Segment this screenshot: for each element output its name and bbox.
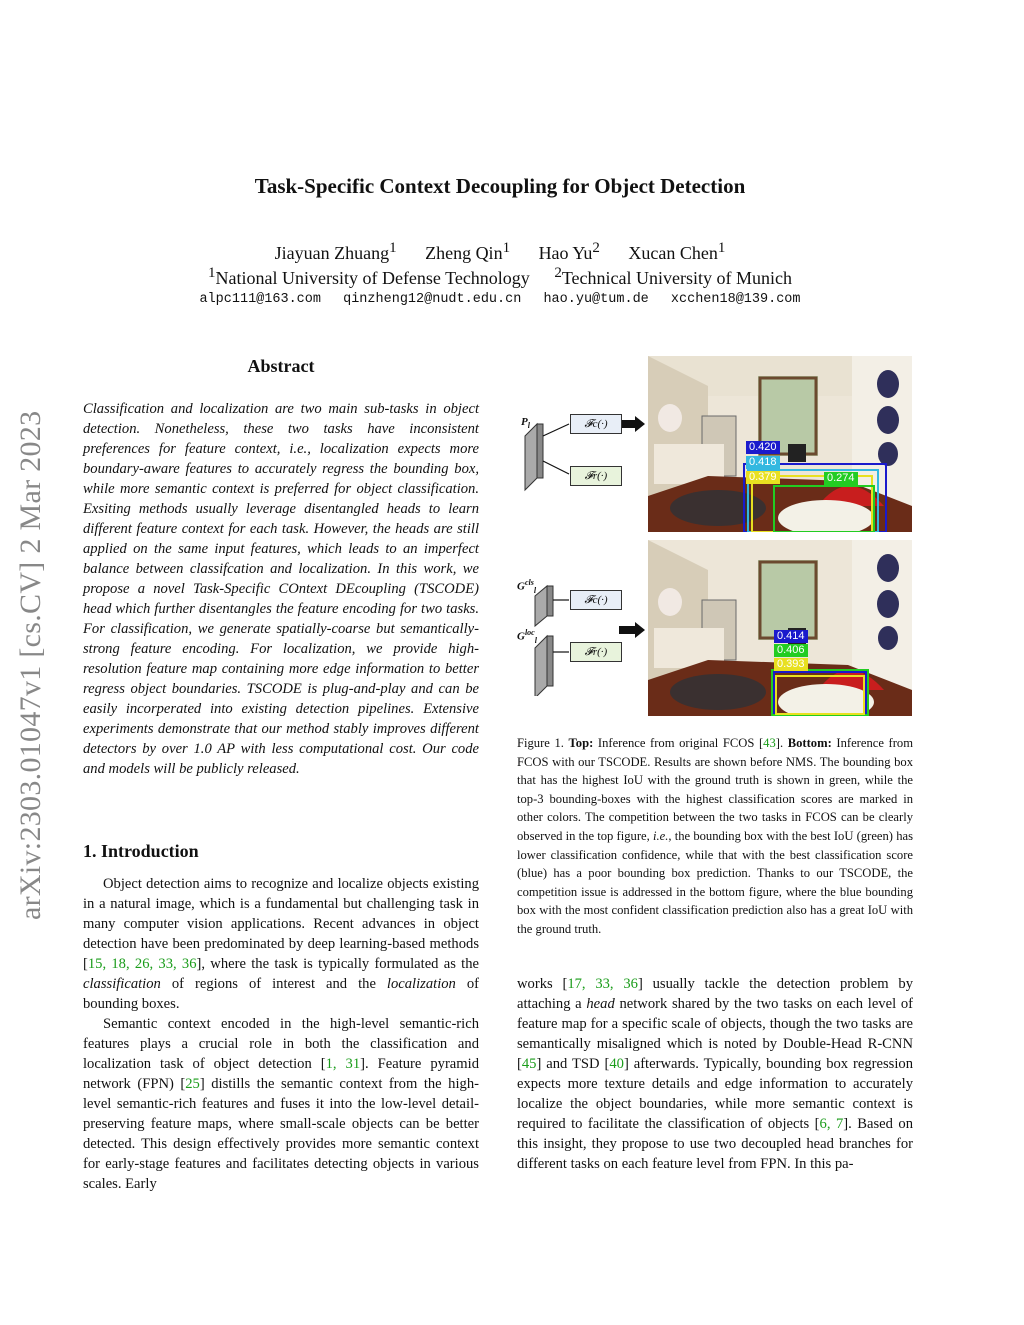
affiliation: $^1$National University of Defense Technology (207, 265, 530, 288)
paragraph: works [17, 33, 36] usually tackle the detection problem by attaching a head network shared by the two tasks on each level of feature map for a specific scale of objects, though the two tasks are semantically misaligned which is noted by Double-Head R-CNN [45] and TSD [40] afterwards. Typically, bounding box regression expects more texture details and edge information to accurately localize the object boundaries, while more semantic context is required to facilitate the classification of objects [6, 7]. Based on this insight, they propose to use two decoupled head branches for different tasks on each feature level from FPN. In this pa- (517, 976, 914, 1172)
email: hao.yu@tum.de (543, 292, 649, 307)
author: Jiayuan Zhuang$^1$ (274, 240, 397, 263)
email: xcchen18@139.com (670, 292, 801, 307)
intro-right-column (517, 974, 913, 1174)
score-label: 0.420 (746, 441, 780, 454)
citation[interactable]: 43 (763, 736, 776, 750)
score-label: 0.418 (746, 456, 780, 469)
affiliation: $^2$Technical University of Munich (554, 265, 792, 288)
citation[interactable]: 25 (185, 1076, 200, 1092)
cls-input-label: $G^{cls}_l$ (517, 578, 537, 595)
input-feature-label: $P_l$ (521, 416, 530, 431)
paragraph: Semantic context encoded in the high-level semantic-rich features plays a crucial role in both the classification and localization task of object detection [1, 31]. Feature pyramid network (FPN) [25] distills the semantic context from the high-level semantic-rich features and fuses it into the low-level detail-preserving feature maps, where small-scale objects can be better detected. This design effectively provides more semantic context for early-stage features and facilitates detecting objects in various scales. Early (83, 1016, 479, 1192)
affiliation-list (0, 265, 1000, 289)
score-label: 0.414 (774, 630, 808, 643)
citation[interactable]: 45 (521, 1056, 537, 1072)
cls-branch-box: 𝓕c(·) (570, 590, 622, 610)
paper-title: Task-Specific Context Decoupling for Object Detection (254, 174, 746, 198)
author-list (0, 240, 1000, 264)
cls-branch-box: 𝓕c(·) (570, 414, 622, 434)
author: Xucan Chen$^1$ (628, 240, 726, 263)
citation[interactable]: 1, 31 (325, 1056, 361, 1072)
room-photo (648, 356, 912, 532)
email: qinzheng12@nudt.edu.cn (343, 292, 522, 307)
reg-branch-box: 𝓕r(·) (570, 466, 622, 486)
top-detection-image (648, 356, 912, 532)
score-label: 0.379 (746, 471, 780, 484)
bottom-detection-image (648, 540, 912, 716)
score-label: 0.393 (774, 658, 808, 671)
arxiv-watermark: arXiv:2303.01047v1 [cs.CV] 2 Mar 2023 (14, 410, 47, 920)
abstract-heading: Abstract (247, 356, 315, 376)
email-list (0, 292, 1000, 307)
abstract-text: Classification and localization are two main sub-tasks in object detection. Nonetheless, these two tasks have inconsistent preferences for feature context, i.e., localization expects more boundary-aware features to accurately regress the bounding box, while more semantic context is preferred for object classification. Exsiting methods usually leverage disentangled heads to learn different feature context for each task. However, the heads are still applied on the same input features, which leads to an imperfect balance between classifcation and localization. In this work, we propose a novel Task-Specific COntext DEcoupling (TSCODE) head which further disentangles the feature encoding for two tasks. For classification, we generate spatially-coarse but semantically-strong feature encoding. For localization, we provide high-resolution feature map containing more edge information to better regress object boundaries. TSCODE is plug-and-play and can be easily incorperated into existing detection pipelines. Extensive experiments demonstrate that our method stably improves different detectors by over 1.0 AP with less computational cost. Our code and models will be publicly released. (83, 401, 479, 777)
figure-1 (513, 356, 913, 718)
citation[interactable]: 40 (609, 1056, 624, 1072)
score-label: 0.406 (774, 644, 808, 657)
figure-caption: Figure 1. Top: Inference from original FCOS [43]. Bottom: Inference from FCOS with our TSCODE. Results are shown before NMS. The bounding box that has the highest IoU with the ground truth is shown in green, while the top-3 bounding-boxes with the highest classification scores are marked in other colors. The competition between the two tasks in FCOS can be clearly observed in the top figure, i.e., the bounding box with the best IoU (green) has lower classification confidence, while that with the best classification score (blue) has a poor bounding box prediction. Thanks to our TSCODE, the competition issue is addressed in the bottom figure, where the blue bounding box with the most confident classification prediction also has a great IoU with the ground truth. (517, 736, 914, 936)
citation[interactable]: 17, 33, 36 (567, 976, 638, 992)
score-label: 0.274 (824, 472, 858, 485)
citation[interactable]: 6, 7 (819, 1116, 844, 1132)
email: alpc111@163.com (199, 292, 321, 307)
paragraph: Object detection aims to recognize and localize objects existing in a natural image, which is a fundamental but challenging task in many computer vision applications. Recent advances in object detection have been predominated by deep learning-based methods [15, 18, 26, 33, 36], where the task is typically formulated as the classification of regions of interest and the localization of bounding boxes. (83, 876, 480, 1012)
citation[interactable]: 15, 18, 26, 33, 36 (87, 956, 197, 972)
intro-left-column (83, 874, 479, 1194)
reg-branch-box: 𝓕r(·) (570, 642, 622, 662)
loc-input-label: $G^{loc}_l$ (517, 628, 537, 645)
author: Hao Yu$^2$ (538, 240, 600, 263)
room-photo (648, 540, 912, 716)
author: Zheng Qin$^1$ (425, 240, 511, 263)
section-heading: 1. Introduction (83, 841, 199, 861)
